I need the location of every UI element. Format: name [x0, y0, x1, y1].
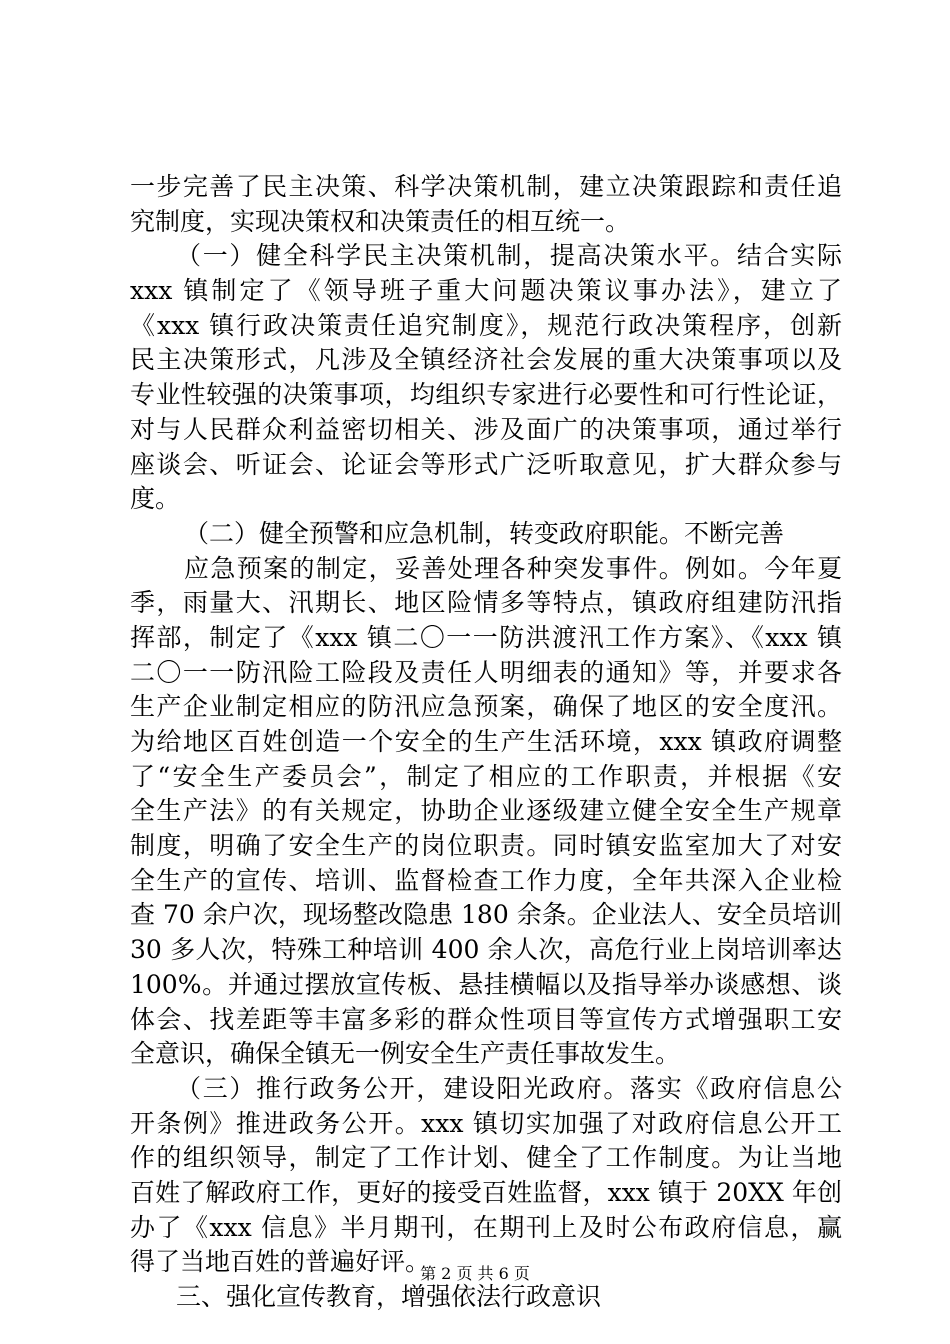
text-line: 了“安全生产委员会”，制定了相应的工作职责，并根据《安 — [130, 761, 842, 791]
text-line: 究制度，实现决策权和决策责任的相互统一。 — [130, 206, 631, 236]
text-line: 作的组织领导，制定了工作计划、健全了工作制度。为让当地 — [130, 1143, 842, 1173]
text-line: 制度，明确了安全生产的岗位职责。同时镇安监室加大了对安 — [130, 831, 842, 861]
text-line: 为给地区百姓创造一个安全的生产生活环境，xxx 镇政府调整 — [130, 727, 842, 756]
text-line: 民主决策形式，凡涉及全镇经济社会发展的重大决策事项以及 — [130, 345, 842, 375]
text-line: 《xxx 镇行政决策责任追究制度》，规范行政决策程序，创新 — [130, 310, 842, 340]
text-line: 得了当地百姓的普遍好评。 — [130, 1247, 431, 1277]
text-line: 开条例》推进政务公开。xxx 镇切实加强了对政府信息公开工 — [130, 1108, 842, 1138]
text-line: 全意识，确保全镇无一例安全生产责任事故发生。 — [130, 1039, 681, 1069]
text-line: 对与人民群众利益密切相关、涉及面广的决策事项，通过举行 — [130, 414, 842, 444]
text-line: 30 多人次，特殊工种培训 400 余人次，高危行业上岗培训率达 — [130, 935, 842, 965]
text-line: 100%。并通过摆放宣传板、悬挂横幅以及指导举办谈感想、谈 — [130, 969, 842, 999]
text-line: 挥部，制定了《xxx 镇二〇一一防洪渡汛工作方案》、《xxx 镇 — [130, 622, 842, 652]
text-line: xxx 镇制定了《领导班子重大问题决策议事办法》，建立了 — [130, 276, 842, 306]
text-line: 季，雨量大、汛期长、地区险情多等特点，镇政府组建防汛指 — [130, 588, 842, 618]
text-line: 座谈会、听证会、论证会等形式广泛听取意见，扩大群众参与 — [130, 449, 842, 479]
text-line: 百姓了解政府工作，更好的接受百姓监督，xxx 镇于 20XX 年创 — [130, 1177, 842, 1207]
text-line: 度。 — [130, 484, 181, 514]
text-line: 专业性较强的决策事项，均组织专家进行必要性和可行性论证， — [130, 380, 842, 410]
text-line: 二〇一一防汛险工险段及责任人明细表的通知》等，并要求各 — [130, 657, 842, 687]
text-line: 全生产法》的有关规定，协助企业逐级建立健全安全生产规章 — [130, 796, 842, 826]
text-line: （三）推行政务公开，建设阳光政府。落实《政府信息公 — [176, 1073, 842, 1103]
text-line: 办了《xxx 信息》半月期刊，在期刊上及时公布政府信息，赢 — [130, 1212, 842, 1242]
text-line: 一步完善了民主决策、科学决策机制，建立决策跟踪和责任追 — [130, 172, 842, 201]
text-line: （一）健全科学民主决策机制，提高决策水平。结合实际 — [176, 241, 842, 271]
text-line: 体会、找差距等丰富多彩的群众性项目等宣传方式增强职工安 — [130, 1004, 842, 1034]
text-line: 生产企业制定相应的防汛应急预案，确保了地区的安全度汛。 — [130, 692, 842, 722]
text-line: 查 70 余户次，现场整改隐患 180 余条。企业法人、安全员培训 — [130, 900, 842, 930]
text-line: 应急预案的制定，妥善处理各种突发事件。例如。今年夏 — [184, 553, 842, 583]
text-line: （二）健全预警和应急机制，转变政府职能。不断完善 — [184, 518, 785, 548]
text-line: 全生产的宣传、培训、监督检查工作力度，全年共深入企业检 — [130, 865, 842, 895]
text-line: 三、强化宣传教育，增强依法行政意识 — [176, 1282, 602, 1311]
page-footer: 第 2 页 共 6 页 — [420, 1264, 530, 1283]
document-body — [130, 170, 842, 1315]
